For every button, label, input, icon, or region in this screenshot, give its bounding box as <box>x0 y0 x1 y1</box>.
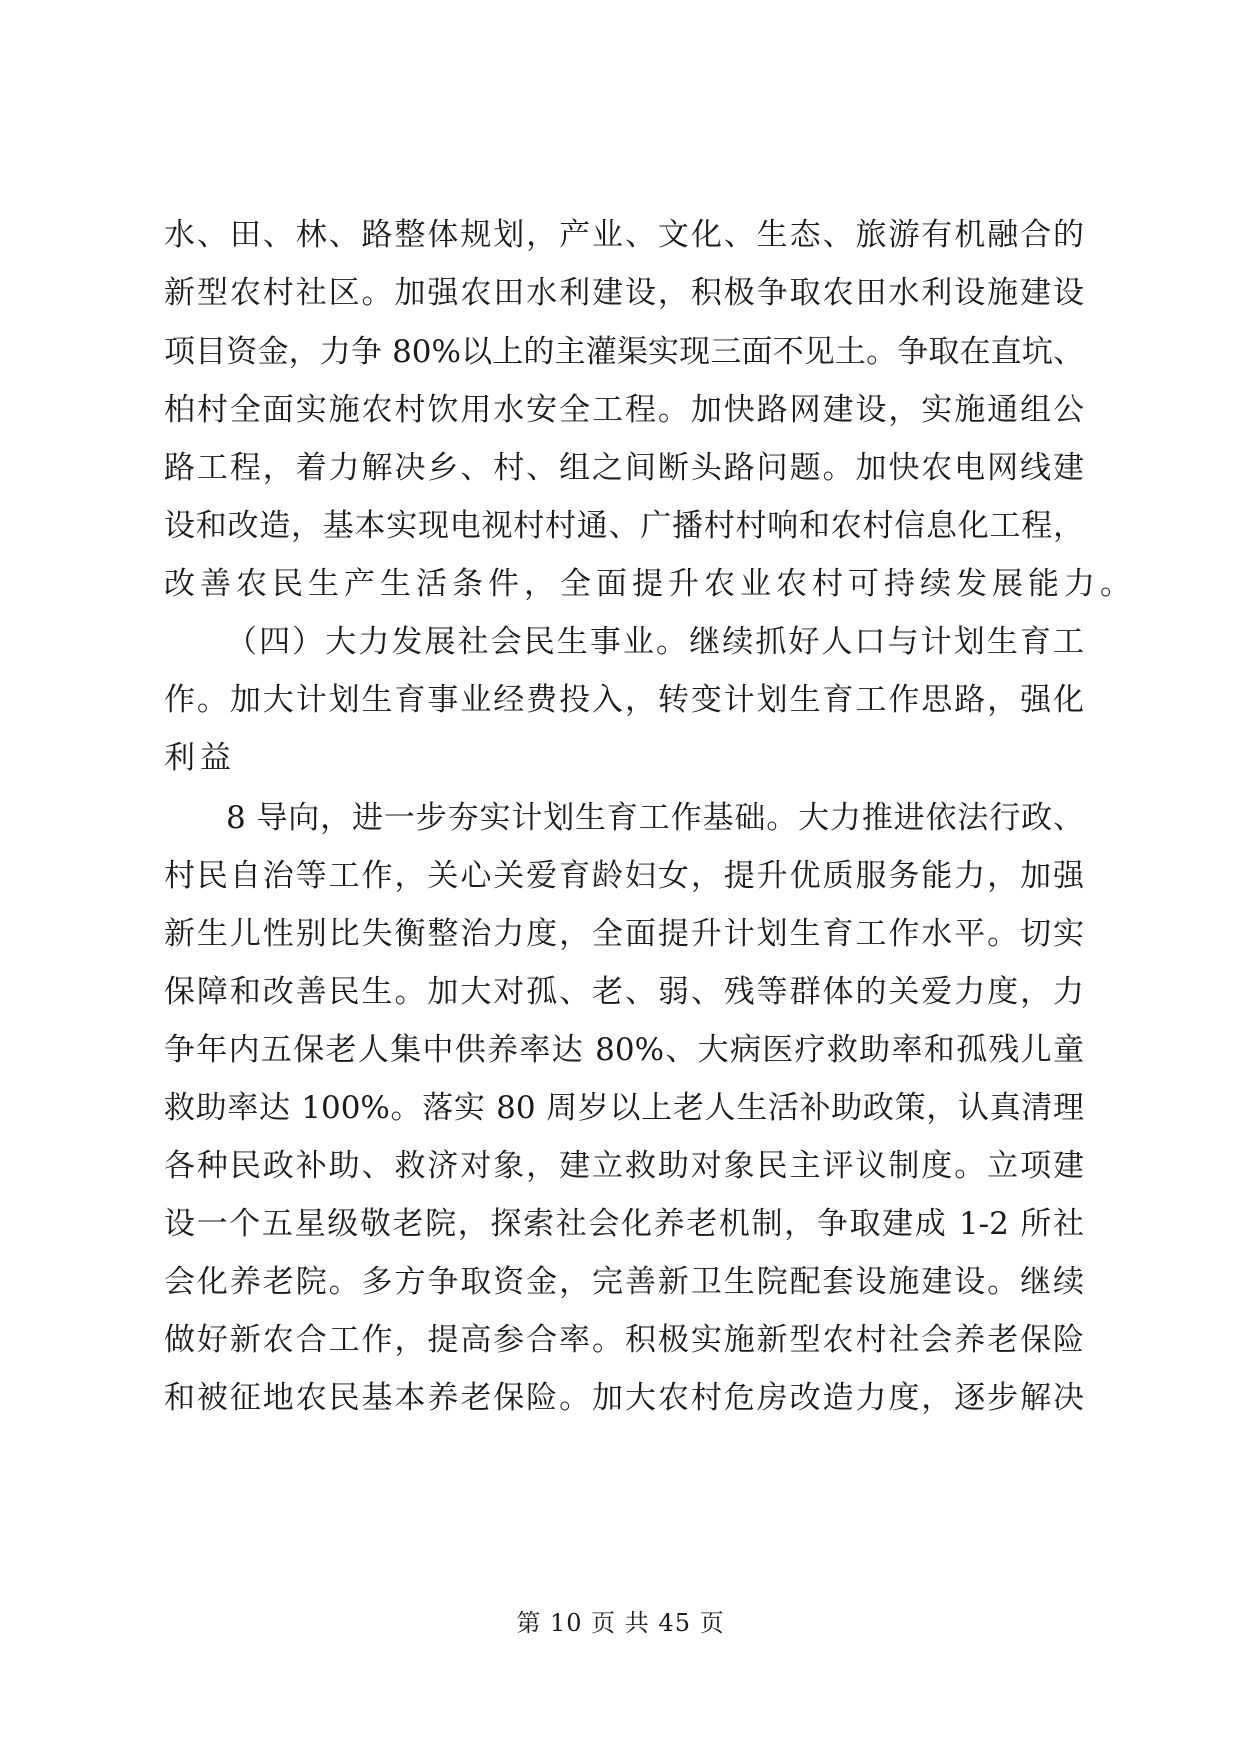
body-line: 改善农民生产生活条件，全面提升农业农村可持续发展能力。 <box>164 566 1136 602</box>
body-line: 路工程，着力解决乡、村、组之间断头路问题。加快农电网线建 <box>164 450 1084 486</box>
body-line: 新型农村社区。加强农田水利建设，积极争取农田水利设施建设 <box>164 275 1084 311</box>
body-line: 作。加大计划生育事业经费投入，转变计划生育工作思路，强化 <box>164 682 1084 718</box>
body-line: 各种民政补助、救济对象，建立救助对象民主评议制度。立项建 <box>164 1148 1084 1184</box>
body-line: 新生儿性别比失衡整治力度，全面提升计划生育工作水平。切实 <box>164 916 1084 952</box>
body-line: 村民自治等工作，关心关爱育龄妇女，提升优质服务能力，加强 <box>164 858 1084 894</box>
body-line: 项目资金，力争 80%以上的主灌渠实现三面不见土。争取在直坑、 <box>164 334 1084 370</box>
body-line: 争年内五保老人集中供养率达 80%、大病医疗救助率和孤残儿童 <box>164 1032 1084 1068</box>
section-heading-line: （四）大力发展社会民生事业。继续抓好人口与计划生育工 <box>226 624 1084 660</box>
body-line: 8 导向，进一步夯实计划生育工作基础。大力推进依法行政、 <box>226 800 1084 836</box>
body-line: 水、田、林、路整体规划，产业、文化、生态、旅游有机融合的 <box>164 217 1084 253</box>
body-line: 利益 <box>164 740 236 776</box>
body-line: 保障和改善民生。加大对孤、老、弱、残等群体的关爱力度，力 <box>164 974 1084 1010</box>
body-line: 救助率达 100%。落实 80 周岁以上老人生活补助政策，认真清理 <box>164 1090 1084 1126</box>
body-line: 柏村全面实施农村饮用水安全工程。加快路网建设，实施通组公 <box>164 392 1084 428</box>
page-footer: 第 10 页 共 45 页 <box>516 1609 725 1637</box>
body-line: 会化养老院。多方争取资金，完善新卫生院配套设施建设。继续 <box>164 1264 1084 1300</box>
body-line: 做好新农合工作，提高参合率。积极实施新型农村社会养老保险 <box>164 1322 1084 1358</box>
body-line: 设一个五星级敬老院，探索社会化养老机制，争取建成 1-2 所社 <box>164 1206 1084 1242</box>
body-line: 设和改造，基本实现电视村村通、广播村村响和农村信息化工程， <box>164 508 1084 544</box>
body-line: 和被征地农民基本养老保险。加大农村危房改造力度，逐步解决 <box>164 1380 1084 1416</box>
